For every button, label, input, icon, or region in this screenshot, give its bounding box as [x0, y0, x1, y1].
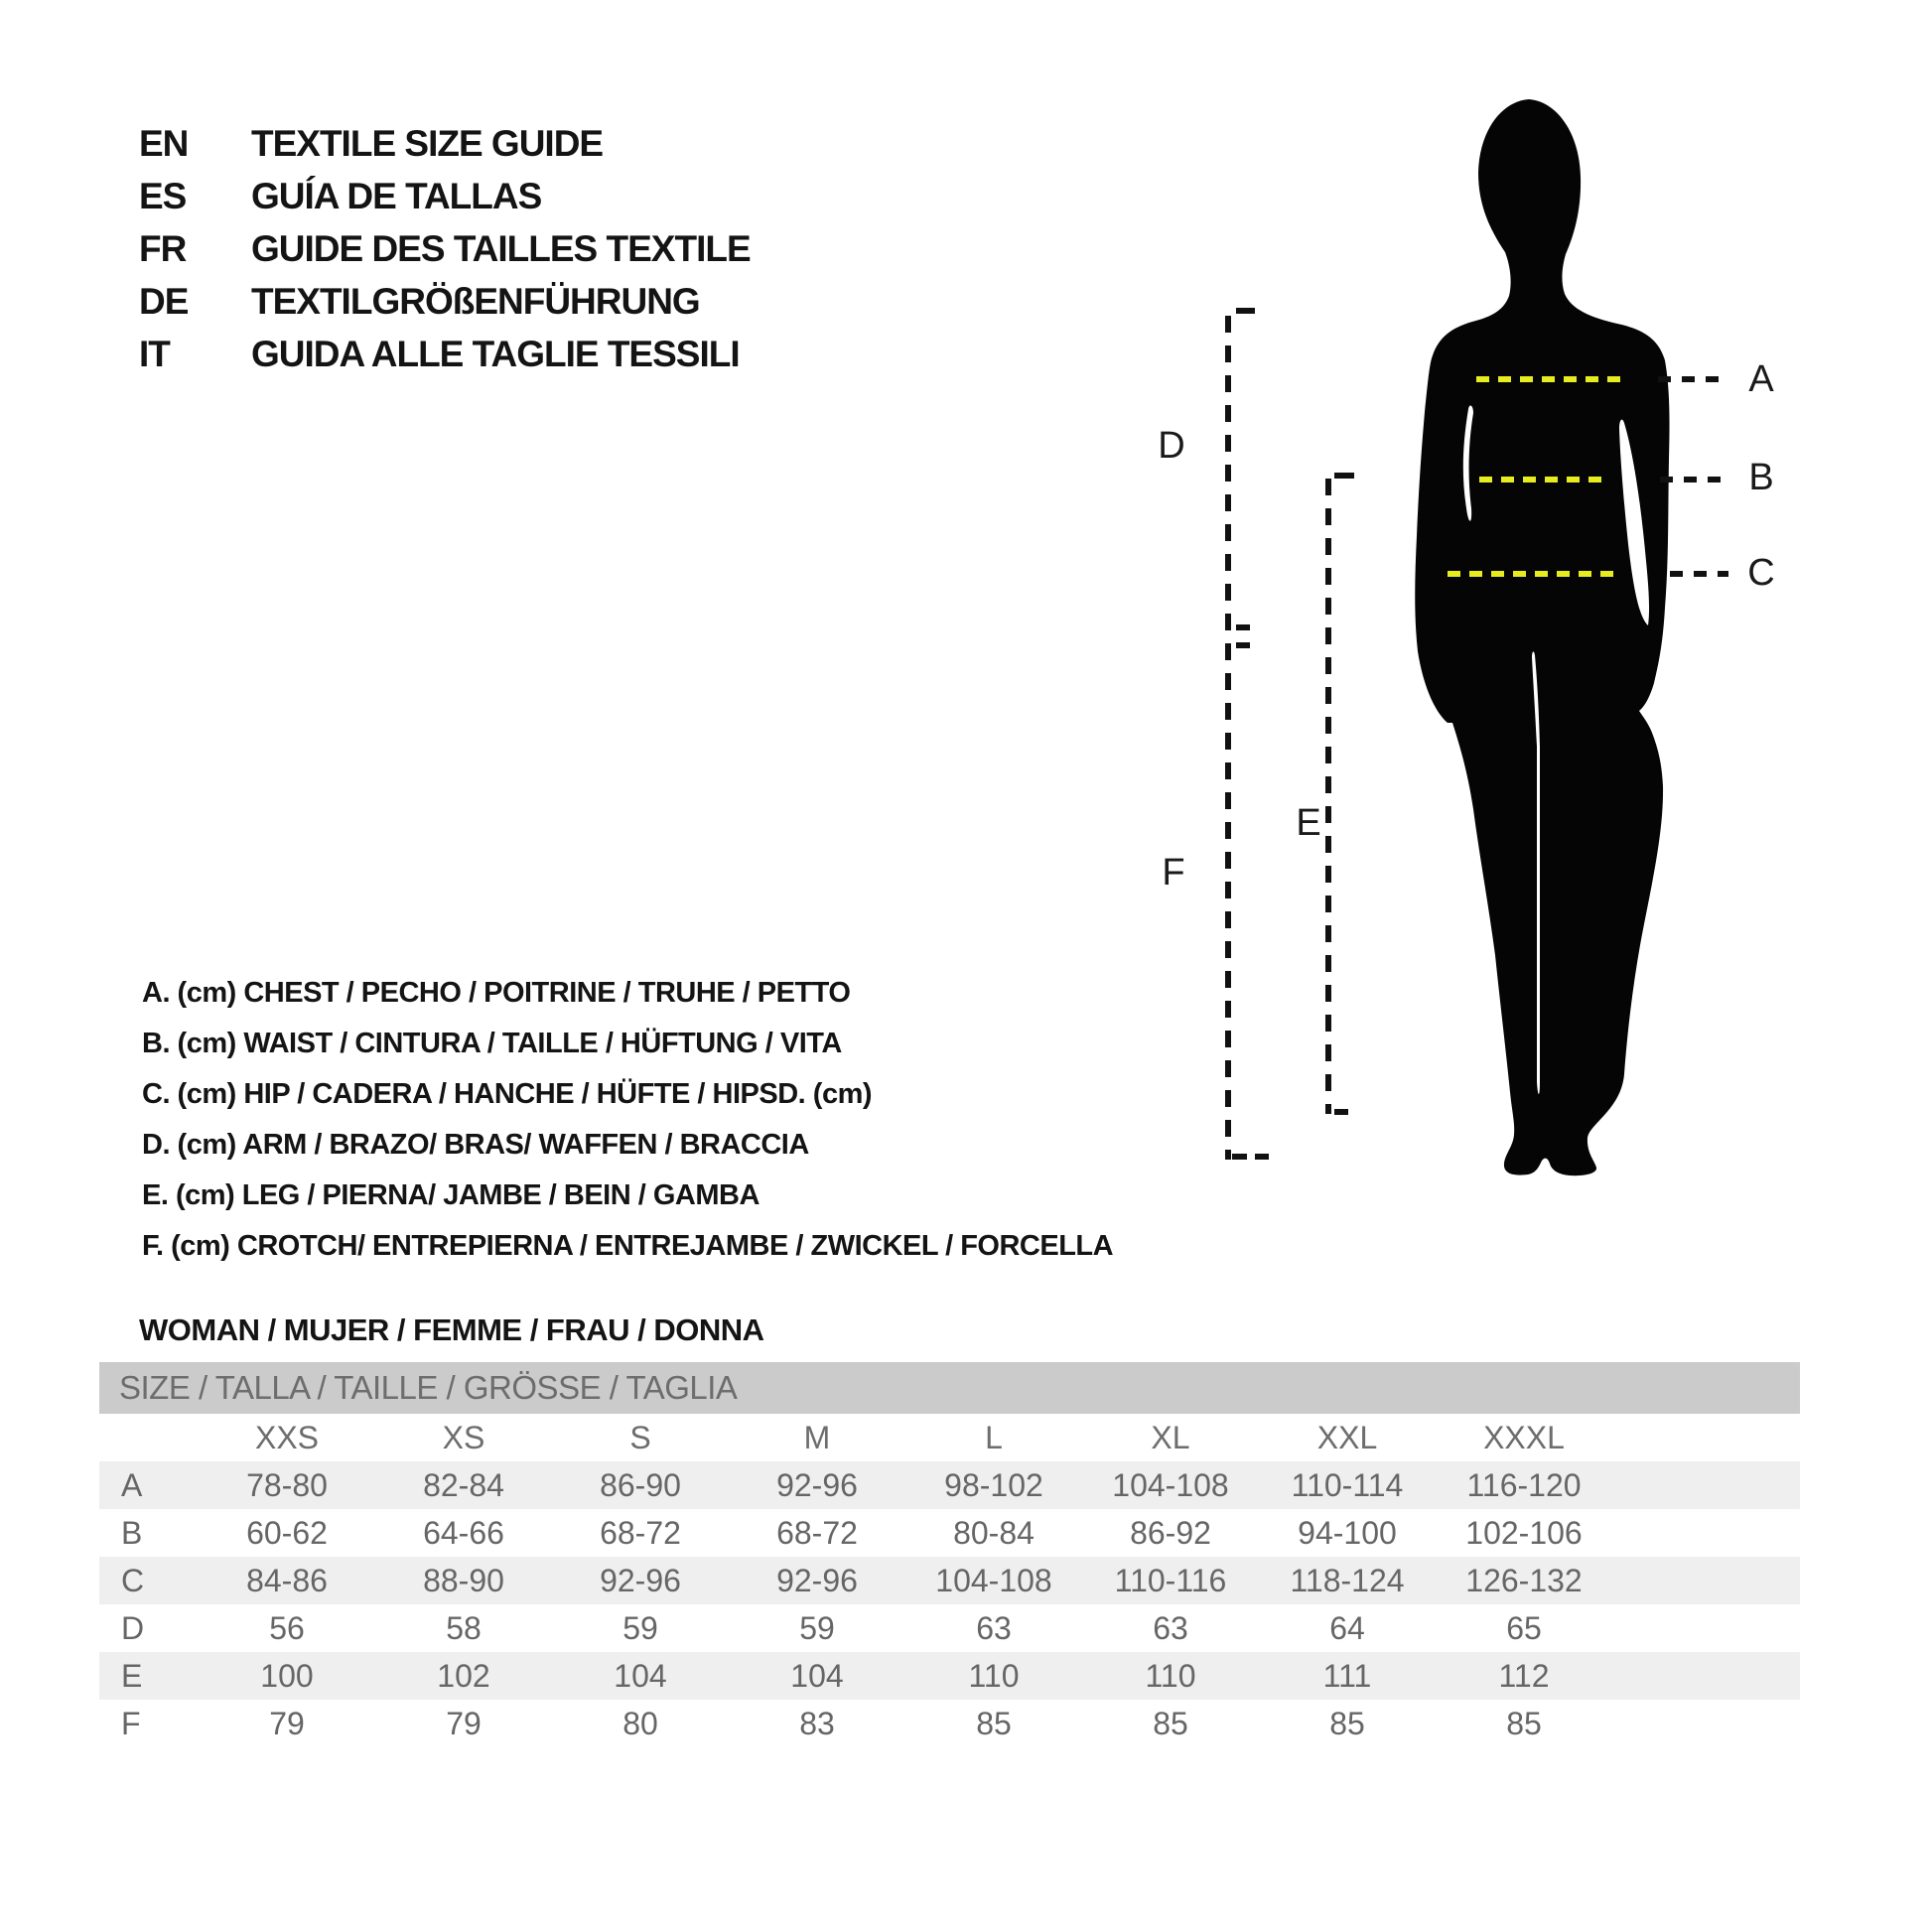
measure-label-e: E: [1296, 802, 1321, 844]
table-cell: 59: [622, 1609, 658, 1646]
table-cell: 86-90: [600, 1466, 681, 1503]
table-cell: 60-62: [246, 1514, 328, 1551]
legend-item: D. (cm) ARM / BRAZO/ BRAS/ WAFFEN / BRACCIA: [142, 1129, 809, 1161]
table-cell: 116-120: [1466, 1466, 1582, 1503]
legend-item: A. (cm) CHEST / PECHO / POITRINE / TRUHE / PETTO: [142, 977, 851, 1009]
language-code: ES: [139, 175, 187, 216]
table-cell: 63: [976, 1609, 1012, 1646]
row-label: A: [121, 1466, 143, 1503]
language-row: [139, 117, 751, 170]
language-code: DE: [139, 280, 189, 322]
language-code: EN: [139, 122, 189, 164]
table-row: [99, 1461, 1800, 1509]
group-title-woman: WOMAN / MUJER / FEMME / FRAU / DONNA: [139, 1312, 764, 1347]
table-cell: 56: [269, 1609, 305, 1646]
table-cell: 92-96: [776, 1562, 858, 1598]
table-cell: 68-72: [600, 1514, 681, 1551]
table-cell: 82-84: [423, 1466, 504, 1503]
table-cell: 58: [446, 1609, 482, 1646]
table-cell: 88-90: [423, 1562, 504, 1598]
language-code: FR: [139, 227, 187, 269]
body-silhouette: [1415, 99, 1669, 1175]
table-cell: 110: [968, 1657, 1020, 1694]
table-row: [99, 1557, 1800, 1604]
table-cell: 78-80: [246, 1466, 328, 1503]
legend-item: F. (cm) CROTCH/ ENTREPIERNA / ENTREJAMBE / ZWICKEL / FORCELLA: [142, 1230, 1114, 1262]
woman-silhouette-figure: [1092, 60, 1827, 1301]
table-cell: 64-66: [423, 1514, 504, 1551]
table-cell: 110: [1145, 1657, 1196, 1694]
language-row: [139, 328, 751, 380]
table-cell: 110-116: [1114, 1562, 1227, 1598]
language-title-list: [139, 117, 751, 380]
language-row: [139, 170, 751, 222]
size-table-header: SIZE / TALLA / TAILLE / GRÖSSE / TAGLIA: [99, 1362, 1800, 1414]
table-cell: 110-114: [1291, 1466, 1404, 1503]
table-cell: 63: [1153, 1609, 1188, 1646]
size-column-header: XXL: [1316, 1419, 1378, 1455]
size-table-body: [99, 1461, 1800, 1747]
table-cell: 85: [1329, 1705, 1365, 1741]
measure-label-f: F: [1162, 852, 1185, 894]
table-cell: 84-86: [246, 1562, 328, 1598]
size-table-sizes-row: [99, 1414, 1800, 1461]
table-cell: 85: [1506, 1705, 1542, 1741]
guide-title: TEXTILE SIZE GUIDE: [251, 122, 604, 164]
table-cell: 65: [1506, 1609, 1542, 1646]
table-cell: 98-102: [944, 1466, 1043, 1503]
row-label: D: [121, 1609, 145, 1646]
size-table: [99, 1362, 1800, 1747]
table-cell: 80-84: [953, 1514, 1035, 1551]
measure-label-c: C: [1747, 552, 1775, 594]
measure-label-d: D: [1158, 425, 1185, 467]
measurement-legend: [142, 968, 1113, 1272]
guide-title: GUIDA ALLE TAGLIE TESSILI: [251, 333, 740, 374]
table-cell: 102: [437, 1657, 490, 1694]
legend-item: E. (cm) LEG / PIERNA/ JAMBE / BEIN / GAMBA: [142, 1179, 759, 1211]
table-cell: 79: [269, 1705, 305, 1741]
table-cell: 94-100: [1298, 1514, 1397, 1551]
guide-title: GUIDE DES TAILLES TEXTILE: [251, 227, 751, 269]
row-label: F: [121, 1705, 141, 1741]
table-cell: 118-124: [1290, 1562, 1405, 1598]
table-cell: 102-106: [1465, 1514, 1583, 1551]
measure-label-b: B: [1748, 457, 1774, 498]
table-cell: 64: [1329, 1609, 1365, 1646]
table-cell: 92-96: [776, 1466, 858, 1503]
table-cell: 104-108: [935, 1562, 1052, 1598]
table-cell: 126-132: [1465, 1562, 1583, 1598]
language-row: [139, 275, 751, 328]
table-cell: 85: [976, 1705, 1012, 1741]
size-column-header: XXXL: [1483, 1419, 1565, 1455]
guide-title: TEXTILGRÖßENFÜHRUNG: [251, 280, 700, 322]
size-column-header: XS: [442, 1419, 485, 1455]
row-label: E: [121, 1657, 143, 1694]
row-label: C: [121, 1562, 145, 1598]
table-cell: 104: [614, 1657, 667, 1694]
table-cell: 85: [1153, 1705, 1188, 1741]
guide-title: GUÍA DE TALLAS: [251, 175, 542, 216]
table-cell: 111: [1322, 1657, 1372, 1694]
size-column-header: XXS: [254, 1419, 320, 1455]
legend-item: C. (cm) HIP / CADERA / HANCHE / HÜFTE / HIPSD. (cm): [142, 1078, 873, 1110]
legend-item: B. (cm) WAIST / CINTURA / TAILLE / HÜFTUNG / VITA: [142, 1028, 842, 1059]
table-cell: 86-92: [1130, 1514, 1211, 1551]
size-column-header: S: [629, 1419, 651, 1455]
table-cell: 83: [799, 1705, 835, 1741]
table-cell: 104-108: [1112, 1466, 1229, 1503]
size-column-header: L: [985, 1419, 1003, 1455]
table-row: [99, 1604, 1800, 1652]
table-row: [99, 1700, 1800, 1747]
table-cell: 80: [622, 1705, 658, 1741]
measure-label-a: A: [1748, 358, 1774, 400]
language-row: [139, 222, 751, 275]
table-row: [99, 1509, 1800, 1557]
table-cell: 92-96: [600, 1562, 681, 1598]
language-code: IT: [139, 333, 170, 374]
size-column-header: XL: [1151, 1419, 1190, 1455]
row-label: B: [121, 1514, 143, 1551]
table-cell: 79: [446, 1705, 482, 1741]
size-column-header: M: [803, 1419, 831, 1455]
table-row: [99, 1652, 1800, 1700]
table-cell: 59: [799, 1609, 835, 1646]
table-cell: 68-72: [776, 1514, 858, 1551]
table-cell: 112: [1498, 1657, 1550, 1694]
table-cell: 100: [260, 1657, 314, 1694]
table-cell: 104: [790, 1657, 844, 1694]
measurement-diagram: [1092, 60, 1827, 1301]
